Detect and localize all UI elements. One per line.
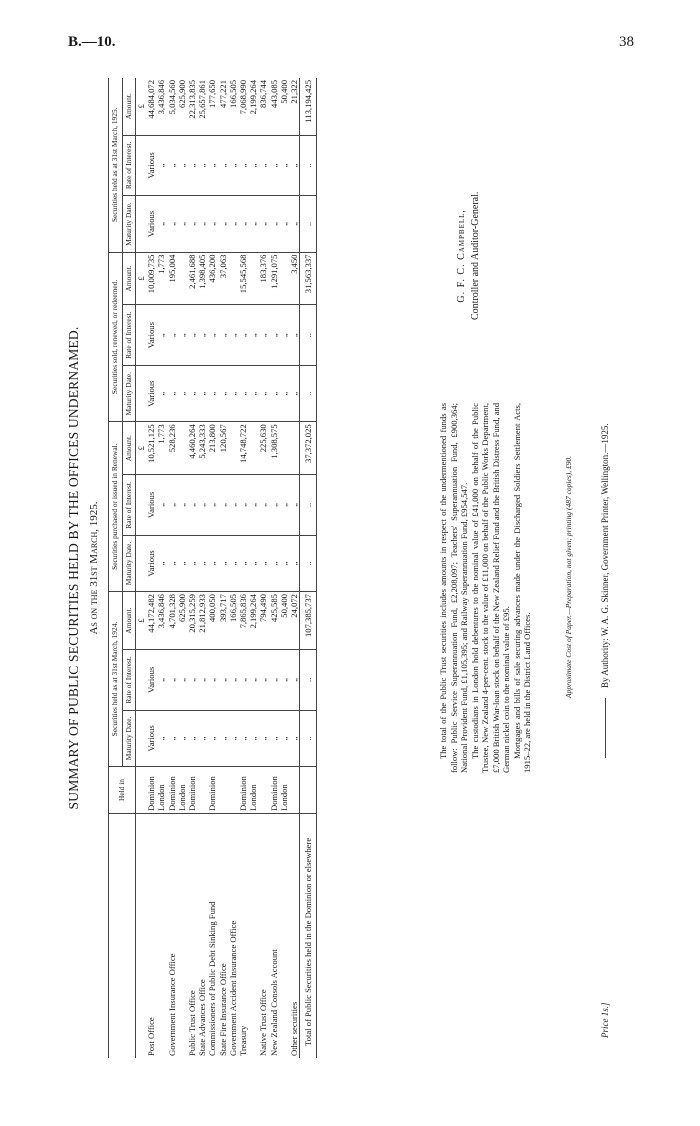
cell-r3: „ <box>218 305 228 366</box>
cell-a1: 625,900 <box>177 592 187 650</box>
cell-office: Native Trust Office <box>258 814 268 1059</box>
cell-r1: „ <box>167 649 177 710</box>
cell-a4: 22,313,835 <box>187 78 197 135</box>
cell-a3: 3,450 <box>289 252 300 305</box>
cell-m3: „ <box>289 366 300 422</box>
currency-symbol: £ <box>136 252 147 305</box>
cell-a1: 44,172,482 <box>146 592 156 650</box>
page-number: 38 <box>619 34 634 50</box>
cost-note: Approximate Cost of Paper.—Preparation, not given; printing (487 copies), £90. <box>564 455 573 698</box>
cell-r2: „ <box>207 475 217 536</box>
cell-office: Government Insurance Office <box>167 814 177 1059</box>
cell-a4: 477,221 <box>218 78 228 135</box>
cell-a4: 2,199,264 <box>248 78 258 135</box>
cell-held <box>218 767 228 814</box>
cell-r2: „ <box>269 475 279 536</box>
footnotes <box>438 403 533 773</box>
cell-r4: „ <box>187 135 197 196</box>
cell-office <box>177 814 187 1059</box>
amount-header: Amount. <box>122 422 136 475</box>
cell-a3 <box>248 252 258 305</box>
cell-a3 <box>228 252 238 305</box>
cell-held: London <box>279 767 289 814</box>
cell-m3: „ <box>167 366 177 422</box>
table-row <box>156 78 166 1058</box>
cell-m1: „ <box>258 710 268 766</box>
cell-m1: „ <box>197 710 207 766</box>
cell-a4: 443,085 <box>269 78 279 135</box>
cell-r3: „ <box>248 305 258 366</box>
cell-m4: „ <box>197 196 207 252</box>
cell-a4: 3,436,846 <box>156 78 166 135</box>
cell-m1: „ <box>167 710 177 766</box>
table-body <box>136 78 300 1058</box>
cell-r4: „ <box>207 135 217 196</box>
cell-r2: „ <box>167 475 177 536</box>
cell-a4: 44,684,072 <box>146 78 156 135</box>
table-row <box>258 78 268 1058</box>
cell-a2: 528,236 <box>167 422 177 475</box>
cell-held: London <box>177 767 187 814</box>
cell-m3: „ <box>218 366 228 422</box>
cell-a1: 7,865,836 <box>238 592 248 650</box>
cell-r4: „ <box>156 135 166 196</box>
cell-r4: „ <box>167 135 177 196</box>
cell-r2: „ <box>187 475 197 536</box>
cell-held <box>289 767 300 814</box>
cell-a1: 166,505 <box>228 592 238 650</box>
cell-m2: „ <box>156 535 166 591</box>
cell-m3: „ <box>279 366 289 422</box>
cell-a1: 24,072 <box>289 592 300 650</box>
cell-a1: 21,812,933 <box>197 592 207 650</box>
cell-m3: „ <box>248 366 258 422</box>
cell-m4: „ <box>238 196 248 252</box>
cell-r4: „ <box>279 135 289 196</box>
cell-r1: „ <box>156 649 166 710</box>
cell-a1: 50,400 <box>279 592 289 650</box>
cell-m2: „ <box>289 535 300 591</box>
held-in-header: Held in <box>109 767 136 814</box>
table-row <box>146 78 156 1058</box>
cell-a1: 400,050 <box>207 592 217 650</box>
cell-a3: 1,291,075 <box>269 252 279 305</box>
cell-m3: „ <box>187 366 197 422</box>
securities-table <box>108 78 317 1058</box>
cell-held: Dominion <box>269 767 279 814</box>
cell-m1: „ <box>248 710 258 766</box>
cell-m1: „ <box>177 710 187 766</box>
cell-a2: 1,308,575 <box>269 422 279 475</box>
cell-m2: „ <box>177 535 187 591</box>
cell-held: Dominion <box>238 767 248 814</box>
cell-a4: 50,400 <box>279 78 289 135</box>
table-row <box>248 78 258 1058</box>
cell-r1: „ <box>228 649 238 710</box>
cell-r1: „ <box>177 649 187 710</box>
cell-m3: „ <box>238 366 248 422</box>
cell-a3: 195,004 <box>167 252 177 305</box>
cell-r4: „ <box>238 135 248 196</box>
cell-office: Post Office <box>146 814 156 1059</box>
cell-m1: „ <box>269 710 279 766</box>
table-row <box>197 78 207 1058</box>
cell-m1: „ <box>187 710 197 766</box>
cell-m2: „ <box>197 535 207 591</box>
cell-m3: „ <box>156 366 166 422</box>
cell-held: London <box>248 767 258 814</box>
currency-row <box>136 78 147 1058</box>
cell-held <box>228 767 238 814</box>
footnote: The total of the Public Trust securities includes amounts in respect of the undermentioned funds as follow: Public Service Superannuation Fund, £2,208,097; Teachers' Superannuation Fund, £900,364; National Provident Fund, £1,105,395; and Railway Superannuation Fund, £954,547. <box>438 403 469 773</box>
cell-r3: „ <box>167 305 177 366</box>
cell-r3: „ <box>197 305 207 366</box>
printer-authority <box>600 423 610 758</box>
cell-a1: 20,315,259 <box>187 592 197 650</box>
cell-a3: 436,200 <box>207 252 217 305</box>
cell-m1: „ <box>289 710 300 766</box>
cell-a3 <box>177 252 187 305</box>
cell-m1: „ <box>156 710 166 766</box>
cell-a2 <box>228 422 238 475</box>
table-row <box>218 78 228 1058</box>
document-subtitle: As on the 31st March, 1925. <box>88 501 100 635</box>
cell-r3: „ <box>238 305 248 366</box>
cell-a2 <box>289 422 300 475</box>
total-amount-1924: 107,385,737 <box>300 592 317 650</box>
cell-a2: 213,800 <box>207 422 217 475</box>
cell-r3: „ <box>187 305 197 366</box>
cell-r2: „ <box>228 475 238 536</box>
cell-r1: „ <box>187 649 197 710</box>
cell-a3: 1,398,405 <box>197 252 207 305</box>
cell-office: State Fire Insurance Office <box>218 814 228 1059</box>
cell-held <box>197 767 207 814</box>
cell-held: Dominion <box>167 767 177 814</box>
cell-a4: 21,322 <box>289 78 300 135</box>
cell-r4: „ <box>197 135 207 196</box>
cell-r3: Various <box>146 305 156 366</box>
table-row <box>177 78 187 1058</box>
cell-m2: „ <box>167 535 177 591</box>
cell-a2 <box>279 422 289 475</box>
cell-m4: Various <box>146 196 156 252</box>
rate-header: Rate of Interest. <box>122 305 136 366</box>
cell-r1: Various <box>146 649 156 710</box>
group-purchased-header: Securities purchased or issued in Renewal. <box>109 422 123 592</box>
cell-r3: „ <box>258 305 268 366</box>
cell-m4: „ <box>258 196 268 252</box>
cell-a3: 37,063 <box>218 252 228 305</box>
cell-a3: 15,545,568 <box>238 252 248 305</box>
total-amount-purchased: 37,372,025 <box>300 422 317 475</box>
cell-m4: „ <box>177 196 187 252</box>
cell-a1: 794,490 <box>258 592 268 650</box>
cell-r1: „ <box>238 649 248 710</box>
authority-text: By Authority: W. A. G. Skinner, Government Printer, Wellington.—1925. <box>600 423 610 688</box>
cell-a3: 183,376 <box>258 252 268 305</box>
group-1924-header: Securities held as at 31st March, 1924. <box>109 592 123 767</box>
cell-r2: „ <box>258 475 268 536</box>
cell-r2: „ <box>238 475 248 536</box>
signatory-title: Controller and Auditor-General. <box>470 191 481 320</box>
cell-office: State Advances Office <box>197 814 207 1059</box>
cell-r4: „ <box>289 135 300 196</box>
cell-m1: Various <box>146 710 156 766</box>
cell-m4: „ <box>218 196 228 252</box>
total-label: Total of Public Securities held in the Dominion or elsewhere <box>300 814 317 1059</box>
cell-held <box>258 767 268 814</box>
cell-m4: „ <box>279 196 289 252</box>
cell-held: Dominion <box>207 767 217 814</box>
rate-header: Rate of Interest. <box>122 475 136 536</box>
cell-a1: 4,701,328 <box>167 592 177 650</box>
cell-m1: „ <box>207 710 217 766</box>
cell-a1: 2,199,264 <box>248 592 258 650</box>
cell-a4: 836,744 <box>258 78 268 135</box>
cell-a2: 4,460,264 <box>187 422 197 475</box>
cell-m1: „ <box>228 710 238 766</box>
cell-m3: „ <box>258 366 268 422</box>
cell-m4: „ <box>248 196 258 252</box>
cell-r1: „ <box>279 649 289 710</box>
cell-r4: Various <box>146 135 156 196</box>
cell-m2: „ <box>279 535 289 591</box>
cell-a1: 425,585 <box>269 592 279 650</box>
cell-r3: „ <box>207 305 217 366</box>
cell-office: Public Trust Office <box>187 814 197 1059</box>
total-amount-1925: 113,194,425 <box>300 78 317 135</box>
group-1925-header: Securities held as at 31st March, 1925. <box>109 78 123 252</box>
table-row <box>279 78 289 1058</box>
cell-m3: „ <box>197 366 207 422</box>
cell-m1: „ <box>218 710 228 766</box>
cell-m3: „ <box>207 366 217 422</box>
cell-r3: „ <box>279 305 289 366</box>
cell-a1: 393,717 <box>218 592 228 650</box>
cell-m4: „ <box>289 196 300 252</box>
footnote: Mortgages and bills of sale securing advances made under the Discharged Soldiers Settlement Acts, 1915–22, are held in the District Land Offices. <box>511 403 532 773</box>
cell-a4: 7,068,990 <box>238 78 248 135</box>
rate-header: Rate of Interest. <box>122 135 136 196</box>
cell-m2: Various <box>146 535 156 591</box>
cell-a4: 625,900 <box>177 78 187 135</box>
currency-symbol: £ <box>136 422 147 475</box>
cell-m2: „ <box>218 535 228 591</box>
table-row <box>207 78 217 1058</box>
cell-r4: „ <box>258 135 268 196</box>
total-amount-sold: 31,563,337 <box>300 252 317 305</box>
cell-r4: „ <box>177 135 187 196</box>
cell-office <box>156 814 166 1059</box>
rotated-page-body <box>60 78 700 1058</box>
cell-office <box>279 814 289 1059</box>
cell-m4: „ <box>156 196 166 252</box>
table-row <box>289 78 300 1058</box>
cell-m2: „ <box>238 535 248 591</box>
cell-m3: „ <box>269 366 279 422</box>
amount-header: Amount. <box>122 592 136 650</box>
signature-block <box>455 192 483 320</box>
table-row <box>269 78 279 1058</box>
table-row <box>187 78 197 1058</box>
cell-m4: „ <box>207 196 217 252</box>
cell-r1: „ <box>248 649 258 710</box>
cell-r2: Various <box>146 475 156 536</box>
cell-r2: „ <box>197 475 207 536</box>
cell-r2: „ <box>279 475 289 536</box>
cell-m3: Various <box>146 366 156 422</box>
cell-a3 <box>279 252 289 305</box>
cell-r2: „ <box>248 475 258 536</box>
cell-office: Treasury <box>238 814 248 1059</box>
cell-a2: 120,567 <box>218 422 228 475</box>
cell-m2: „ <box>248 535 258 591</box>
cell-r2: „ <box>156 475 166 536</box>
cell-m4: „ <box>228 196 238 252</box>
amount-header: Amount. <box>122 252 136 305</box>
cell-r4: „ <box>218 135 228 196</box>
maturity-header: Maturity Date. <box>122 196 136 252</box>
rate-header: Rate of Interest. <box>122 649 136 710</box>
table-row <box>167 78 177 1058</box>
cell-m1: „ <box>238 710 248 766</box>
cell-m4: „ <box>187 196 197 252</box>
cell-a4: 166,505 <box>228 78 238 135</box>
cell-a3: 10,009,735 <box>146 252 156 305</box>
cell-r3: „ <box>228 305 238 366</box>
cell-r4: „ <box>248 135 258 196</box>
cell-a4: 5,034,560 <box>167 78 177 135</box>
cell-r3: „ <box>289 305 300 366</box>
cell-m3: „ <box>228 366 238 422</box>
cell-office: New Zealand Consols Account <box>269 814 279 1059</box>
cell-r1: „ <box>258 649 268 710</box>
group-sold-header: Securities sold, renewed, or redeemed. <box>109 252 123 422</box>
cell-r1: „ <box>207 649 217 710</box>
cell-m2: „ <box>258 535 268 591</box>
document-title: SUMMARY OF PUBLIC SECURITIES HELD BY THE OFFICES UNDERNAMED. <box>66 326 81 810</box>
office-column-header <box>109 814 136 1059</box>
cell-a2: 14,748,722 <box>238 422 248 475</box>
cell-office <box>248 814 258 1059</box>
cell-office: Other securities <box>289 814 300 1059</box>
cell-a1: 3,436,846 <box>156 592 166 650</box>
cell-m2: „ <box>187 535 197 591</box>
cell-a2: 225,630 <box>258 422 268 475</box>
cell-office: Government Accident Insurance Office <box>228 814 238 1059</box>
cell-r4: „ <box>228 135 238 196</box>
currency-symbol: £ <box>136 592 147 650</box>
cell-a4: 25,657,861 <box>197 78 207 135</box>
price-note: Price 1s.] <box>600 1002 610 1038</box>
table-row <box>228 78 238 1058</box>
cell-a2: 5,243,333 <box>197 422 207 475</box>
maturity-header: Maturity Date. <box>122 535 136 591</box>
cell-r3: „ <box>269 305 279 366</box>
cell-a3: 1,773 <box>156 252 166 305</box>
cell-m2: „ <box>228 535 238 591</box>
cell-r4: „ <box>269 135 279 196</box>
cell-r1: „ <box>197 649 207 710</box>
maturity-header: Maturity Date. <box>122 710 136 766</box>
currency-symbol: £ <box>136 78 147 135</box>
cell-a2: 10,521,125 <box>146 422 156 475</box>
cell-a4: 177,650 <box>207 78 217 135</box>
cell-m2: „ <box>207 535 217 591</box>
signatory-name: G. F. C. Campbell, <box>456 209 467 303</box>
cell-held: Dominion <box>187 767 197 814</box>
cell-a2 <box>177 422 187 475</box>
cell-office: Commissioners of Public Debt Sinking Fund <box>207 814 217 1059</box>
cell-m3: „ <box>177 366 187 422</box>
cell-m4: „ <box>269 196 279 252</box>
cell-r3: „ <box>156 305 166 366</box>
cell-r1: „ <box>289 649 300 710</box>
cell-m2: „ <box>269 535 279 591</box>
cell-a2 <box>248 422 258 475</box>
amount-header: Amount. <box>122 78 136 135</box>
cell-a2: 1,773 <box>156 422 166 475</box>
cell-r2: „ <box>289 475 300 536</box>
cell-r1: „ <box>218 649 228 710</box>
cell-r2: „ <box>177 475 187 536</box>
footnote: The custodians in London hold debentures to the nominal value of £41,000 on behalf of the Public Trustee, New Zealand 4-per-cent. stock to the value of £11,000 on behalf of the Public Works Department, £7,000 British War-loan stock on behalf of the New Zealand Relief Fund and the British Distress Fund, and German nickel coin to the nominal value of £95. <box>469 403 511 773</box>
cell-m1: „ <box>279 710 289 766</box>
cell-r3: „ <box>177 305 187 366</box>
table-row <box>238 78 248 1058</box>
total-row: Total of Public Securities held in the Dominion or elsewhere .. .. 107,385,737 .. .. 37,372,025 .. .. 31,563,337 .. .. 113,194,425 <box>300 78 317 1058</box>
cell-r2: „ <box>218 475 228 536</box>
cell-held: London <box>156 767 166 814</box>
maturity-header: Maturity Date. <box>122 366 136 422</box>
cell-held: Dominion <box>146 767 156 814</box>
cell-a3: 2,461,688 <box>187 252 197 305</box>
page-header-code: B.—10. <box>68 34 116 50</box>
cell-m4: „ <box>167 196 177 252</box>
cell-r1: „ <box>269 649 279 710</box>
